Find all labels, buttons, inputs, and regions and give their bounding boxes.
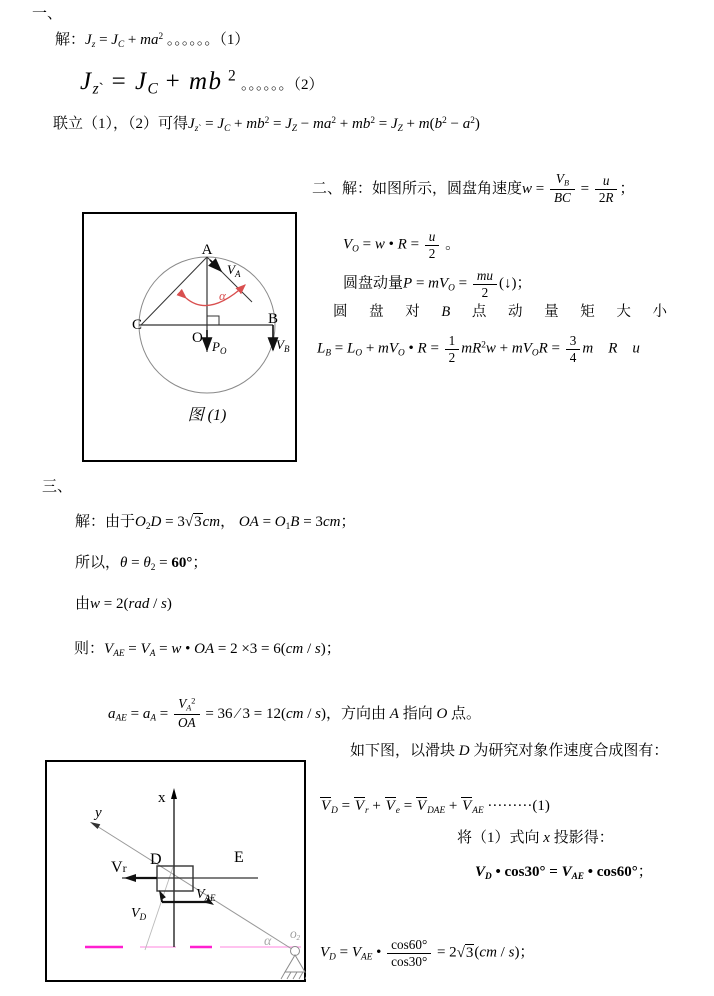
point-label-B: B bbox=[268, 311, 279, 327]
alpha-label: α bbox=[219, 288, 226, 303]
section2-eq1: 二、解：如图所示，圆盘角速度w = $\frac{V_B}{BC}$ = $\frac{u}{2R}$ ； bbox=[312, 171, 635, 206]
figure-2 bbox=[45, 760, 306, 987]
section1-eq2-main: $J_{z`} = J_C$ + mb $^2$ bbox=[80, 67, 238, 98]
section3-eq5: $a_{AE} = a_A$ = $\frac{V_A^2}{OA}$ = 36 ∕ 3 = 12(cm / s)，方向由 A 指向 O 点。 bbox=[108, 696, 482, 731]
guide-E-label: E bbox=[234, 849, 244, 866]
VB-label-sub: B bbox=[283, 344, 290, 354]
section1-number: 一、 bbox=[32, 6, 63, 22]
section2-eq3: 圆盘动量$P = mV_O$ = $\frac{mu}{2}$ (↓)； bbox=[343, 268, 532, 300]
point-label-A: A bbox=[201, 242, 213, 258]
section3-eq4: 则：$V_{AE} = V_A = w$ • OA = 2 ×3 = 6(cm / s)； bbox=[74, 641, 341, 659]
section1-eq3: 联立（1），（2）可得$J_{z`} = J_C + mb^2 = J_Z - ma^2 + mb^2 = J_Z + m(b^2 - a^2)$ bbox=[53, 115, 480, 134]
VA-label-sub: A bbox=[234, 269, 241, 279]
section3-eq3: 由w = 2(rad / s) bbox=[75, 596, 172, 612]
section2-eq5: $L_B = L_O + mV_O$ • R = $\frac{1}{2}$ $mR^2w + mV_OR$ = $\frac{3}{4}$ m R u bbox=[317, 333, 640, 365]
VA-label-main: V bbox=[227, 262, 235, 277]
section2-eq4: 圆 盘 对 B 点 动 量 矩 大 小 bbox=[333, 304, 676, 320]
y-axis-label: y bbox=[95, 805, 102, 821]
section3-t8: 将（1）式向 x 投影得： bbox=[457, 830, 614, 846]
figure-2-svg bbox=[45, 760, 306, 982]
section3-eq9: $V_D$ • $\cos 30^\circ = V_{AE}$ • cos60°； bbox=[475, 864, 653, 882]
section2-eq2: $V_O = w$ • R = $\frac{u}{2}$ 。 bbox=[343, 229, 461, 261]
point-label-C: C bbox=[132, 317, 143, 333]
section1-eq1: 解：$J_z = J_C + ma^2$ 。。。。。。（1） bbox=[55, 31, 250, 50]
point-label-O: O bbox=[192, 330, 203, 346]
pivot-label-main: O bbox=[290, 930, 297, 940]
slider-D-label: D bbox=[150, 851, 162, 868]
section3-eq1: 解：由于$O_2D = 3√3cm$， OA = $O_1B = 3cm$； bbox=[75, 514, 356, 532]
VAE-label-sub: AE bbox=[204, 893, 216, 903]
PO-label-main: P bbox=[212, 339, 220, 354]
Vr-label bbox=[111, 859, 127, 876]
x-axis-label: x bbox=[158, 790, 166, 806]
figure-1-svg bbox=[82, 212, 297, 462]
VB-label-main: V bbox=[276, 337, 284, 352]
pivot-label-sub: 2 bbox=[296, 934, 300, 942]
figure-1-caption: 图 (1) bbox=[187, 407, 227, 424]
section3-eq7: $V_D = V_r + V_e = V_{DAE} + V_{AE} \cdot\cdot\cdot\cdot\cdot\cdot\cdot\cdot\cdot(1)$ bbox=[321, 798, 550, 816]
section3-eq10: $V_D = V_{AE}$ • $\frac{\cos 60^\circ}{\cos 30^\circ}$ = 2√3(cm / s)； bbox=[320, 937, 535, 969]
VD-label-sub: D bbox=[139, 912, 147, 922]
section3-t6: 如下图，以滑块 D 为研究对象作速度合成图有： bbox=[350, 743, 669, 759]
PO-label-sub: O bbox=[219, 346, 227, 356]
figure-1 bbox=[82, 212, 297, 467]
section3-number: 三、 bbox=[42, 479, 73, 495]
alpha-label-fig2: α bbox=[264, 934, 272, 949]
VAE-label-main: V bbox=[196, 887, 205, 902]
VD-label-main: V bbox=[131, 906, 140, 921]
section3-eq2: 所以，$\theta = \theta_2 = 60^\circ$； bbox=[75, 555, 208, 573]
section1-eq2-tail: 。。。。。。（2） bbox=[237, 77, 324, 93]
section1-eq2 bbox=[80, 66, 323, 99]
Vr-label-sub: r bbox=[122, 861, 127, 875]
Vr-label-main: V bbox=[111, 859, 123, 876]
